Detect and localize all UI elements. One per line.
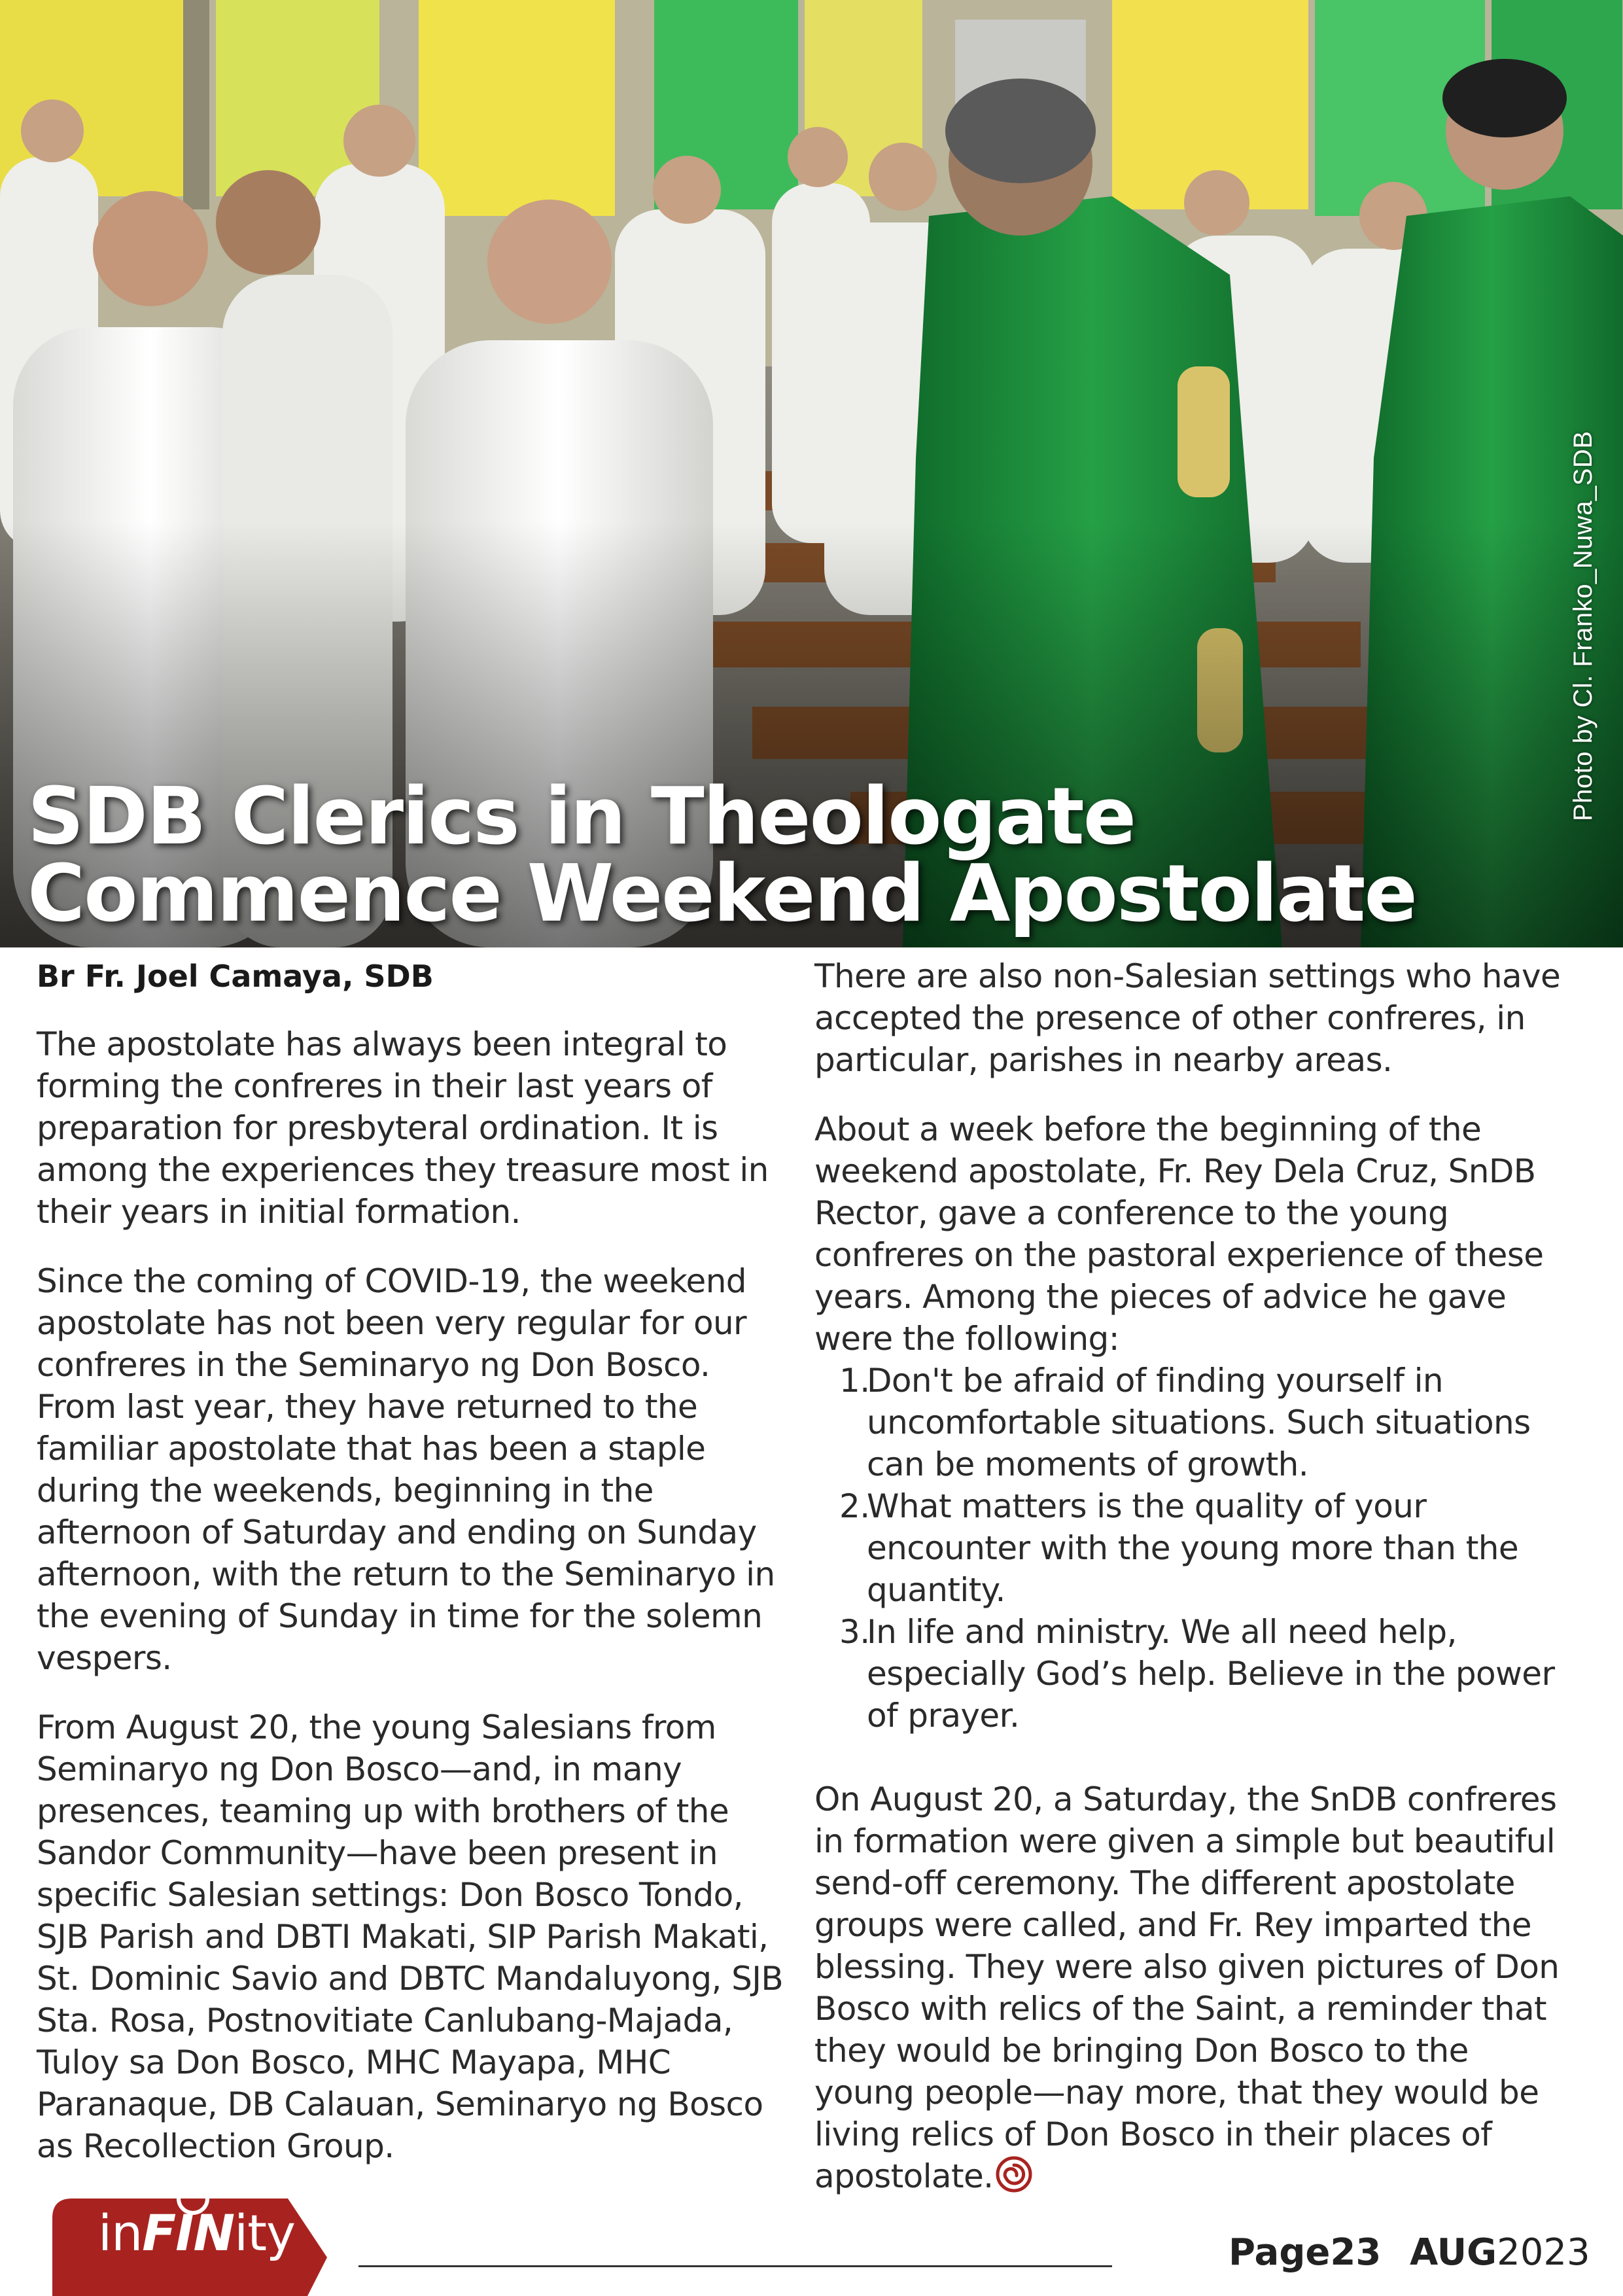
article-headline [27, 771, 1416, 940]
page-number: Page23 [1229, 2231, 1382, 2274]
issue-month: AUG [1410, 2231, 1497, 2274]
closing-paragraph [814, 1778, 1577, 2197]
advice-list [814, 1360, 1577, 1737]
list-number: 1. [839, 1362, 870, 1400]
footer-divider [358, 2265, 1112, 2267]
byline: Br Fr. Joel Camaya, SDB [37, 959, 434, 994]
photo-credit: Photo by Cl. Franko_Nuwa_SDB [1569, 431, 1597, 821]
hero-photo [0, 0, 1623, 947]
logo-wordmark [98, 2204, 295, 2262]
logo-emphasis: FIN [142, 2204, 235, 2262]
paragraph: Since the coming of COVID-19, the weekend apostolate has not been very regular for our confreres in the Seminaryo ng Don Bosco. From last year, they have returned to the familiar apostolate that has been a staple during the weekends, beginning in the afternoon of Saturday and ending on Sunday afternoon, with the return to the Seminaryo in the evening of Sunday in time for the solemn vespers. [37, 1262, 775, 1677]
paragraph: The apostolate has always been integral to forming the confreres in their last years of preparation for presbyteral ordination. It is among the experiences they treasure most in their years in initial formation. [37, 1025, 769, 1231]
logo-prefix: in [98, 2204, 143, 2262]
list-item [814, 1360, 1577, 1485]
infinity-logo [52, 2179, 327, 2296]
list-text: In life and ministry. We all need help, especially God’s help. Believe in the power of prayer. [867, 1613, 1555, 1735]
paragraph: There are also non-Salesian settings who have accepted the presence of other confreres, in particular, parishes in nearby areas. [814, 957, 1561, 1079]
issue-year: 2023 [1497, 2231, 1590, 2274]
list-text: Don't be afraid of finding yourself in uncomfortable situations. Such situations can be moments of growth. [867, 1362, 1531, 1483]
article-column-left [37, 955, 799, 2195]
list-text: What matters is the quality of your encounter with the young more than the quantity. [867, 1487, 1519, 1609]
paragraph: About a week before the beginning of the weekend apostolate, Fr. Rey Dela Cruz, SnDB Rector, gave a conference to the young confreres on the pastoral experience of these years. Among the pieces of advice he gave were the following: [814, 1110, 1544, 1358]
paragraph: From August 20, the young Salesians from Seminaryo ng Don Bosco—and, in many presences, teaming up with brothers of the Sandor Community—have been present in specific Salesian settings: Don Bosco Tondo, SJB Parish and DBTI Makati, SIP Parish Makati, St. Dominic Savio and DBTC Mandaluyong, SJB Sta. Rosa, Postnovitiate Canlubang-Majada, Tuloy sa Don Bosco, MHC Mayapa, MHC Paranaque, DB Calauan, Seminaryo ng Bosco as Recollection Group. [37, 1708, 784, 2165]
headline-line-2: Commence Weekend Apostolate [27, 849, 1416, 940]
logo-suffix: ity [234, 2204, 295, 2262]
issue-date [1410, 2231, 1590, 2274]
spacer [814, 1737, 1577, 1778]
article-column-right [814, 955, 1577, 2225]
list-number: 3. [839, 1613, 870, 1651]
list-item [814, 1611, 1577, 1737]
list-item [814, 1485, 1577, 1611]
list-number: 2. [839, 1487, 870, 1525]
paragraph-text: On August 20, a Saturday, the SnDB confreres in formation were given a simple but beautiful send-off ceremony. The different apostolate groups were called, and Fr. Rey imparted the blessing. They were also given pictures of Don Bosco with relics of the Saint, a reminder that they would be bringing Don Bosco to the young people—nay more, that they would be living relics of Don Bosco in their places of apostolate. [814, 1780, 1560, 2195]
headline-line-1: SDB Clerics in Theologate [27, 771, 1136, 862]
spiral-end-icon [996, 2156, 1032, 2193]
